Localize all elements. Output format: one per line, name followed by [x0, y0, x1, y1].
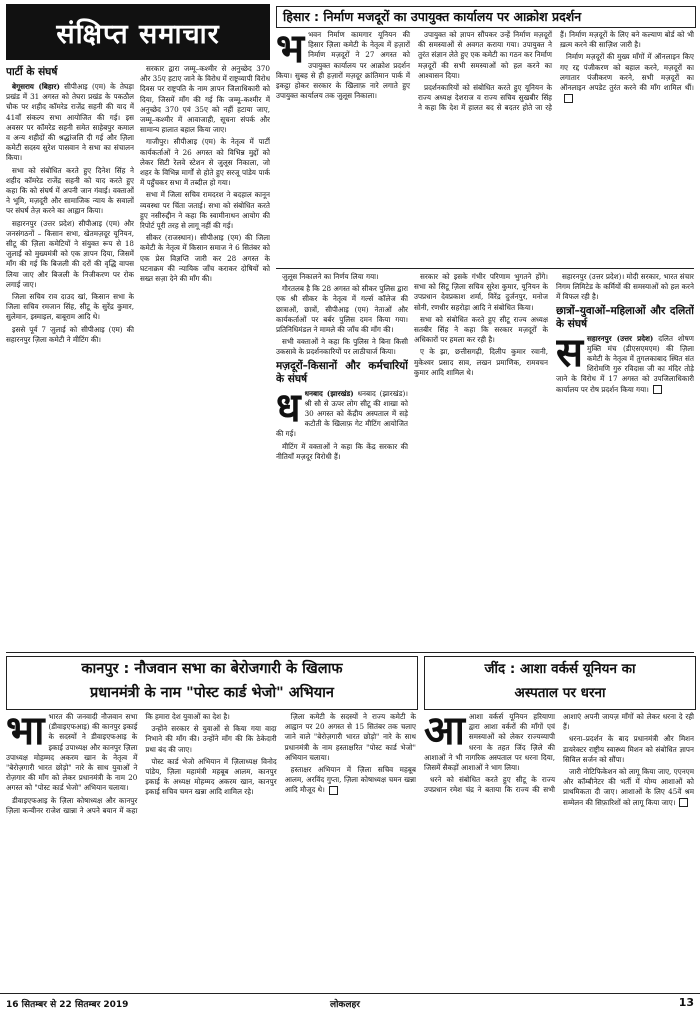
story-subhead: छात्रों–युवाओं–महिलाओं और दलितों के संघर्ष — [556, 304, 694, 330]
paper-name: लोकलहर — [330, 1000, 360, 1010]
section-masthead: संक्षिप्त समाचार — [6, 4, 270, 60]
dateline: बेगूसराय (बिहार) — [12, 82, 60, 91]
paragraph-text: भवन निर्माण कामगार यूनियन की हिसार ज़िला कमेटी के नेतृत्व में हज़ारों निर्माण मज़दूरों ने 27 अगस्त को उपायुक्त कार्यालय पर आक्रोश प्रदर्शन किया। सुबह से ही हज़ारों मज़दूर क्रांतिमान पार्क में इकट्ठा होकर सरकार के खिलाफ़ नारे लगाते हुए उपायुक्त कार्यालय तक जुलूस निकाला। — [276, 30, 410, 101]
paragraph-text: आशा वर्कर्स यूनियन हरियाणा द्वारा आशा वर्करों की माँगों एवं समस्याओं को लेकर राज्यव्यापी धरना के तहत जिंद ज़िले की आशाओं ने भी नागरिक अस्पताल पर धरना दिया, जिसमें सैकड़ों आशाओं ने भाग लिया। — [424, 712, 555, 773]
end-mark-icon — [329, 786, 338, 795]
story-paragraph — [6, 82, 134, 164]
story-paragraph: मीटिंग में वक्ताओं ने कहा कि केंद्र सरकार की नीतियाँ मज़दूर विरोधी हैं। — [276, 441, 408, 461]
end-mark-icon — [653, 385, 662, 394]
story-paragraph: सभा में जिला सचिव रामदरश ने बदहाल कानून व्यवस्था पर चिंता जताई। सभा को संबोधित करते हुए नसीरुद्दीन ने कहा कि स्वामीनाथन आयोग की रिपोर्ट पूरी तरह से लागू नहीं की गई। — [140, 190, 270, 231]
kanpur-headline-line1: कानपुर : नौजवान सभा का बेरोजगारी के खिलाफ — [81, 661, 343, 677]
jind-story — [424, 712, 694, 990]
hisar-story — [276, 30, 694, 266]
story-paragraph: गाजीपुर। सीपीआइ (एम) के नेतृत्व में पार्टी कार्यकर्ताओं ने 26 अगस्त को विभिन्न मुद्दों को लेकर सिटी रेलवे स्टेशन से जुलूस निकाला, जो शहर के विभिन्न मार्गों से होते हुए सरजू पांडेय पार्क में पहुँचकर सभा में तब्दील हो गया। — [140, 137, 270, 188]
dateline: सहारनपुर (उत्तर प्रदेश) — [587, 333, 654, 343]
story-paragraph — [276, 30, 410, 101]
kanpur-headline-box — [6, 656, 418, 710]
jind-headline-line2: अस्पताल पर धरना — [514, 685, 606, 701]
divider — [276, 268, 694, 269]
paragraph-text: सीपीआइ (एम) के तेघड़ा प्रखंड में 31 अगस्त को तेघरा प्रखंड के पकठौल चौक पर शहीद कॉमरेड राजेंद्र सहनी की याद में 41वाँ संकल्प सभा आयोजित की गई। इस अवसर पर कॉमरेड सहनी समेत साहेबपुर कमाल व अन्य शहीदों की श्रद्धांजलि दी गई और ज़िला कमेटी सदस्य सुरेश पासवान ने सभा का संचालन किया। — [6, 82, 134, 163]
story-paragraph: जुलूस निकालने का निर्णय लिया गया। — [282, 272, 379, 281]
story-paragraph: सभी वक्ताओं ने कहा कि पुलिस ने बिना किसी उकसावे के प्रदर्शनकारियों पर लाठीचार्ज किया। — [276, 337, 408, 357]
divider — [6, 652, 694, 653]
story-paragraph: ए के झा, छत्तीसगढ़ी, दिलीप कुमार रवानी, मुकेश्वर प्रसाद साव, लखन प्रमाणिक, रामवचन कुमार आदि शामिल थे। — [414, 347, 548, 377]
story-paragraph: सरकार को इसके गंभीर परिणाम भुगतने होंगे। सभा को सिटू ज़िला सचिव सुरेश कुमार, यूनियन के उपप्रधान देवप्रकाश शर्मा, विरेंद्र दुर्जनपुर, मनोज सोनी, रणधीर सहरोड़ा आदि ने संबोधित किया। — [414, 272, 548, 312]
page-footer — [0, 994, 700, 1011]
continuation-column — [414, 272, 548, 648]
story-paragraph: पोस्ट कार्ड भेजो अभियान में ज़िलाध्यक्ष विनोद पांडेय, ज़िला महामंत्री महबूब आलम, कानपुर इकाई के अध्यक्ष मोहम्मद अकरम खान, कानपुर इकाई सचिव चमन खन्ना आदि शामिल रहे। — [145, 756, 277, 797]
story-paragraph: सरकार द्वारा जम्मू–कश्मीर से अनुच्छेद 370 और 35ए हटाए जाने के विरोध में राष्ट्रव्यापी विरोध दिवस पर राष्ट्रपति के नाम ज्ञापन जिलाधिकारी को दिया, जिसमें माँग की गई कि जम्मू–कश्मीर में अनुच्छेद 370 एवं 35ए को नहीं हटाया जाए, जम्मू–कश्मीर में आवाजाही, सूचना संपर्क और सामान्य हालात बहाल किया जाए। — [140, 64, 270, 135]
story-headline: पार्टी के संघर्ष — [6, 66, 58, 78]
dropcap: आ — [424, 712, 465, 754]
dateline: धनबाद (झारखंड) — [304, 388, 354, 398]
story-paragraph: धरना–प्रदर्शन के बाद प्रधानमंत्री और मिशन डायरेक्टर राष्ट्रीय स्वास्थ्य मिशन को संबोधित ज्ञापन सिविल सर्जन को सौंपा। — [563, 734, 694, 764]
paragraph-text: दलित शोषण मुक्ति मंच (डीएसएमएम) की ज़िला कमेटी के नेतृत्व में तुगलकाबाद स्थित संत शिरोमणि गुरु रविदास जी का मंदिर तोड़े जाने के विरोध में 17 अगस्त को उपजिलाधिकारी कार्यालय पर रोष प्रदर्शन किया गया। — [556, 333, 694, 394]
story-subhead: मज़दूरों–किसानों और कर्मचारियों के संघर्ष — [276, 359, 408, 385]
kanpur-story — [6, 712, 416, 990]
story-paragraph — [563, 767, 694, 808]
story-paragraph: प्रदर्शनकारियों को संबोधित करते हुए यूनियन के राज्य अध्यक्ष देशराज व राज्य सचिव सुखबीर सिंह ने कहा कि देश में हालत बद से बदतर होते जा रहे हैं। निर्माण मज़दूरों के लिए बने कल्याण बोर्ड को भी ख़त्म करने की साज़िश जारी है। — [418, 30, 694, 113]
story-paragraph: सीकर (राजस्थान)। सीपीआइ (एम) की जिला कमेटी के नेतृत्व में किसान समाज ने 6 सितंबर को एक प्रेस विज्ञप्ति जारी कर 28 अगस्त के घटनाक्रम की न्यायिक जाँच कराकर दोषियों को सख्त सज़ा देने की माँग की। — [140, 233, 270, 284]
paragraph-text: जारी नोटिफिकेशन को लागू किया जाए, एएनएम और कॉम्बीनेटर की भर्ती में योग्य आशाओं को प्राथमिकता दी जाए। आशाओं के लिए 45वें श्रम सम्मेलन की सिफ़ारिशों को लागू किया जाए। — [563, 767, 694, 807]
dropcap: ध — [276, 384, 301, 431]
story-paragraph: गौरतलब है कि 28 अगस्त को सीकर पुलिस द्वारा एक श्री सीकर के नेतृत्व में गर्ल्स कॉलेज की छात्राओं, छात्रों, सीपीआइ (एम) नेताओं और कार्यकर्ताओं पर बर्बर पुलिस दमन किया गया। प्रतिनिधिमंडल ने मामले की जाँच की माँग की। — [276, 284, 408, 335]
kanpur-headline-line2: प्रधानमंत्री के नाम "पोस्ट कार्ड भेजो" अभियान — [90, 685, 334, 701]
dropcap: भ — [276, 30, 305, 72]
story-paragraph — [424, 712, 555, 773]
story-paragraph: उपायुक्त को ज्ञापन सौंपकर उन्हें निर्माण मज़दूरों की समस्याओं से अवगत कराया गया। उपायुक्त ने तुरंत संज्ञान लेते हुए एक कमेटी का गठन कर निर्माण मज़दूरों की सभी समस्याओं को हल करने का आश्वासन दिया। — [418, 30, 552, 80]
paragraph-text: भारत की जनवादी नौजवान सभा (डीवाइएफआइ) की कानपुर इकाई के सदस्यों ने डीवाइएफआइ के इकाई उपाध्यक्ष और कानपुर ज़िला उपाध्यक्ष मोहम्मद अकरम खान के नेतृत्व में "बेरोज़गारी भारत छोड़ो" नारे के साथ युवाओं ने रोज़गार की माँग को लेकर प्रधानमंत्री के नाम 20 अगस्त को "पोस्ट कार्ड भेजो" अभियान चलाया। — [6, 712, 138, 793]
story-paragraph: डीवाइएफआइ के ज़िला कोषाध्यक्ष और कानपुर ज़िला कन्वीनर राजेश खान्ना ने अपने बयान में कहा कि हमारा देश युवाओं का देश है। — [6, 712, 230, 815]
jind-headline-box — [424, 656, 696, 710]
dhanbad-story — [276, 272, 408, 648]
story-paragraph — [556, 329, 694, 395]
hisar-headline-box — [276, 6, 696, 28]
paragraph-text: धनबाद (झारखंड)। श्री सौ से ऊपर लोग सीटू की शाखा को 30 अगस्त को केंद्रीय अस्पताल में सड़े कटौती के खिलाफ़ गेट मीटिंग आयोजित की गई। — [276, 388, 408, 439]
hisar-headline: हिसार : निर्माण मजदूरों का उपायुक्त कार्यालय पर आक्रोश प्रदर्शन — [283, 9, 582, 24]
middle-column — [140, 64, 270, 648]
dropcap: भा — [6, 712, 45, 754]
right-story — [556, 272, 694, 648]
story-paragraph: जिला सचिव राव दाउद खां, किसान सभा के जिला सचिव रमजान सिंह, सीटू के सुरेंद्र कुमार, सुलेमान, इस्माइल, बाबूराम आदि थे। — [6, 292, 134, 322]
paragraph-text: हस्ताक्षर अभियान में ज़िला सचिव महबूब आलम, अरविंद गुप्ता, ज़िला कोषाध्यक्ष चमन खन्ना आदि मौजूद थे। — [284, 765, 416, 795]
end-mark-icon — [679, 798, 688, 807]
dropcap: स — [556, 329, 584, 376]
jind-headline-line1: जींद : आशा वर्कर्स यूनियन का — [484, 661, 636, 677]
party-story — [6, 64, 134, 648]
story-paragraph: ज़िला कमेटी के सदस्यों ने राज्य कमेटी के आह्वान पर 20 अगस्त से 15 सितंबर तक चलाए जाने वाले "बेरोज़गारी भारत छोड़ो" नारे के साथ प्रधानमंत्री के नाम हस्ताक्षरित "पोस्ट कार्ड भेजो" अभियान चलाया। — [284, 712, 416, 762]
end-mark-icon — [564, 94, 573, 103]
issue-date: 16 सितम्बर से 22 सितम्बर 2019 — [6, 1000, 129, 1010]
story-paragraph: धरने को संबोधित करते हुए सीटू के राज्य उपप्रधान रमेश चंद्र ने बताया कि राज्य की सभी आशाएं अपनी जायज़ माँगों को लेकर धरना दे रही हैं। — [424, 712, 694, 795]
story-paragraph — [6, 712, 137, 794]
story-paragraph: सभा को संबोधित करते हुए दिनेश सिंह ने शहीद कॉमरेड राजेंद्र सहनी को याद करते हुए कहा कि को संघर्ष में अपनी जान गंवाई। वक्ताओं ने भूमि, मज़दूरी और सामाजिक न्याय के सवालों पर संघर्ष तेज़ करने का आह्वान किया। — [6, 165, 134, 216]
story-paragraph: सहारनपुर (उत्तर प्रदेश) सीपीआइ (एम) और जनसंगठनों – किसान सभा, खेतमज़दूर यूनियन, सीटू की ज़िला कमेटियों ने संयुक्त रूप से 18 जुलाई को मुख्यमंत्री को एक ज्ञापन दिया, जिसमें माँग की गई कि बिजली की दरों की वृद्धि वापस लिया जाए और बिजली के निजीकरण पर रोक लगाई जाए। — [6, 218, 134, 289]
story-paragraph: सहारनपुर (उत्तर प्रदेश)। मोदी सरकार, भारत संचार निगम लिमिटेड के कर्मियों की समस्याओं को हल करने में विफल रही है। — [556, 272, 694, 302]
story-paragraph: उन्होंने सरकार से युवाओं से किया गया वादा निभाने की माँग की। उन्होंने माँग की कि ठेकेदारी प्रथा बंद की जाए। — [145, 724, 277, 754]
story-paragraph: इससे पूर्व 7 जुलाई को सीपीआइ (एम) की सहारनपुर ज़िला कमेटी ने मीटिंग की। — [6, 324, 134, 344]
paragraph-text: निर्माण मज़दूरों की मुख्य माँगों में ऑनलाइन किए गए रद्द पंजीकरण को बहाल करने, मज़दूरों का लगातार पंजीकरण करने, सभी मज़दूरों का ऑनलाइन अपडेट तुरंत करने की माँग शामिल थीं। — [560, 52, 694, 93]
story-paragraph: सभा को संबोधित करते हुए सीटू राज्य अध्यक्ष सतबीर सिंह ने कहा कि सरकार मज़दूरों के अधिकारों पर हमला कर रही है। — [414, 314, 548, 345]
story-paragraph — [276, 384, 408, 440]
page-number: 13 — [678, 996, 694, 1009]
story-paragraph — [560, 52, 694, 103]
story-paragraph — [285, 765, 416, 796]
